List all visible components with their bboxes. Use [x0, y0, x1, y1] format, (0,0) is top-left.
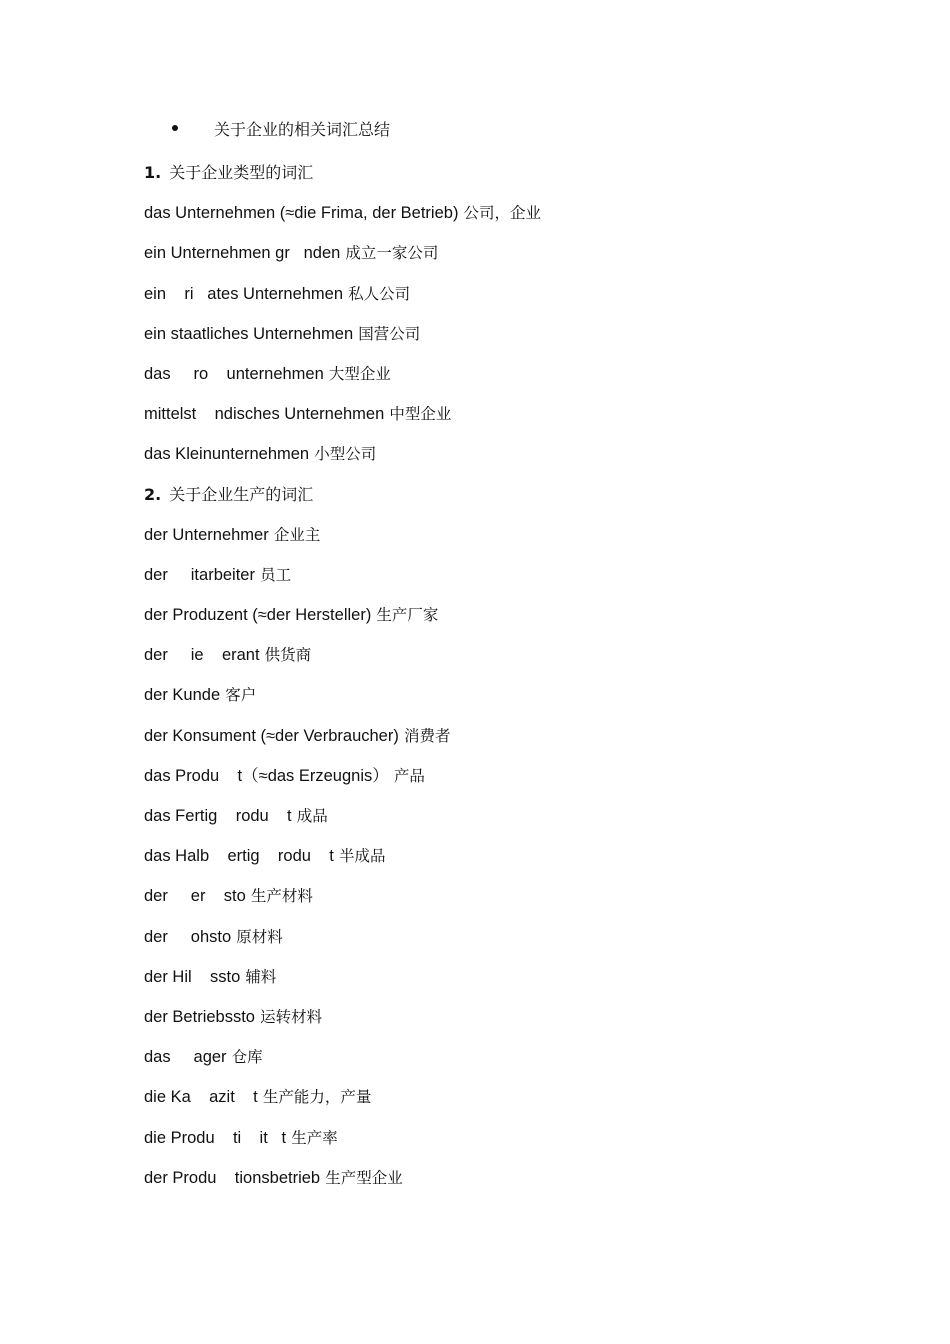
section-heading: [144, 482, 844, 522]
german-term: ein ri ates Unternehmen: [144, 284, 344, 303]
vocabulary-entry: [144, 281, 844, 321]
document-title: 关于企业的相关词汇总结: [214, 119, 391, 139]
section-heading-text: 关于企业类型的词汇: [169, 163, 314, 182]
german-term: das ager: [144, 1048, 227, 1067]
chinese-translation: 大型企业: [328, 364, 391, 383]
chinese-translation: 成立一家公司: [345, 244, 439, 263]
chinese-translation: 企业主: [273, 525, 321, 544]
german-term: der Kunde: [144, 686, 221, 705]
german-term: der Unternehmer: [144, 525, 269, 544]
german-term: der ohsto: [144, 927, 232, 946]
vocabulary-entry: [144, 843, 844, 883]
vocabulary-entry: [144, 441, 844, 481]
german-term: das Kleinunternehmen: [144, 445, 310, 464]
vocabulary-entry: [144, 723, 844, 763]
chinese-translation: 客户: [225, 686, 257, 705]
chinese-translation: 公司，企业: [463, 204, 542, 223]
vocabulary-entry: [144, 883, 844, 923]
german-term: das Unternehmen (≈die Frima, der Betrieb): [144, 204, 459, 223]
vocabulary-entry: [144, 200, 844, 240]
german-term: das ro unternehmen: [144, 364, 324, 383]
chinese-translation: 生产厂家: [376, 606, 439, 625]
vocabulary-entry: [144, 321, 844, 361]
german-term: der Produzent (≈der Hersteller): [144, 606, 372, 625]
chinese-translation: 消费者: [403, 726, 451, 745]
vocabulary-entry: [144, 803, 844, 843]
vocabulary-list: [144, 160, 844, 1205]
vocabulary-entry: [144, 1125, 844, 1165]
chinese-translation: 原材料: [236, 927, 283, 946]
chinese-translation: 产品: [393, 766, 425, 785]
german-term: der er sto: [144, 887, 246, 906]
german-term: die Produ ti it t: [144, 1128, 287, 1147]
vocabulary-entry: [144, 924, 844, 964]
chinese-translation: 私人公司: [348, 284, 411, 303]
vocabulary-entry: [144, 522, 844, 562]
vocabulary-entry: [144, 1044, 844, 1084]
chinese-translation: 成品: [296, 807, 328, 825]
vocabulary-entry: [144, 401, 844, 441]
chinese-translation: 生产能力，产量: [262, 1088, 372, 1107]
vocabulary-entry: [144, 763, 844, 803]
vocabulary-entry: [144, 964, 844, 1004]
vocabulary-entry: [144, 562, 844, 602]
chinese-translation: 生产型企业: [325, 1168, 403, 1187]
chinese-translation: 生产材料: [250, 887, 313, 906]
vocabulary-entry: [144, 602, 844, 642]
section-heading-text: 关于企业生产的词汇: [169, 484, 314, 504]
vocabulary-entry: [144, 1004, 844, 1044]
vocabulary-entry: [144, 1084, 844, 1124]
german-term: der ie erant: [144, 646, 260, 665]
chinese-translation: 国营公司: [358, 324, 421, 343]
german-term: das Halb ertig rodu t: [144, 847, 334, 866]
german-term: der Produ tionsbetrieb: [144, 1168, 321, 1187]
german-term: mittelst ndisches Unternehmen: [144, 405, 385, 424]
german-term: der itarbeiter: [144, 565, 255, 584]
vocabulary-entry: [144, 642, 844, 682]
german-term: die Ka azit t: [144, 1088, 258, 1107]
vocabulary-entry: [144, 361, 844, 401]
vocabulary-entry: [144, 1165, 844, 1205]
chinese-translation: 生产率: [291, 1128, 338, 1147]
section-heading: [144, 160, 844, 200]
german-term: der Konsument (≈der Verbraucher): [144, 726, 399, 745]
chinese-translation: 半成品: [338, 847, 386, 866]
german-term: ein staatliches Unternehmen: [144, 324, 354, 343]
german-term: der Hil ssto: [144, 967, 241, 986]
chinese-translation: 供货商: [264, 646, 312, 665]
german-term: das Produ t（≈das Erzeugnis）: [144, 766, 389, 785]
title-bullet-item: [172, 116, 390, 140]
chinese-translation: 小型公司: [314, 445, 377, 464]
section-number: 2.: [144, 484, 162, 504]
chinese-translation: 运转材料: [260, 1007, 323, 1026]
vocabulary-entry: [144, 240, 844, 280]
german-term: der Betriebssto: [144, 1007, 255, 1026]
german-term: das Fertig rodu t: [144, 807, 292, 825]
vocabulary-entry: [144, 682, 844, 722]
section-number: 1.: [144, 163, 162, 182]
chinese-translation: 辅料: [245, 967, 277, 986]
chinese-translation: 员工: [260, 565, 292, 584]
bullet-dot-icon: [172, 125, 178, 131]
chinese-translation: 仓库: [231, 1048, 263, 1067]
chinese-translation: 中型企业: [389, 405, 452, 424]
german-term: ein Unternehmen gr nden: [144, 244, 341, 263]
